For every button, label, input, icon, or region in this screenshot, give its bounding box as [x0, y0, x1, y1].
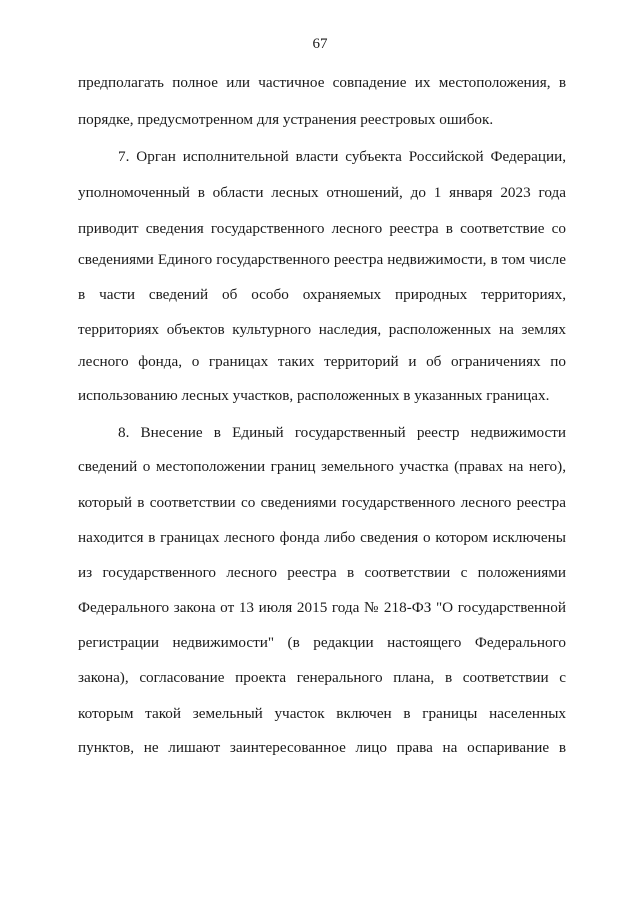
text-line: уполномоченный в области лесных отношений, до 1 января 2023 года	[78, 184, 566, 201]
paragraph-7-start: 7. Орган исполнительной власти субъекта Российской Федерации,	[118, 148, 566, 165]
text-line: регистрации недвижимости" (в редакции настоящего Федерального	[78, 634, 566, 651]
text-line: который в соответствии со сведениями государственного лесного реестра	[78, 494, 566, 511]
text-line: предполагать полное или частичное совпадение их местоположения, в	[78, 74, 566, 91]
text-line: закона), согласование проекта генерального плана, в соответствии с	[78, 669, 566, 686]
text-line: использованию лесных участков, расположенных в указанных границах.	[78, 387, 550, 404]
text-line: лесного фонда, о границах таких территорий и об ограничениях по	[78, 353, 566, 370]
text-line: сведений о местоположении границ земельного участка (правах на него),	[78, 458, 566, 475]
text-line: которым такой земельный участок включен в границы населенных	[78, 705, 566, 722]
text-line: порядке, предусмотренном для устранения реестровых ошибок.	[78, 111, 494, 128]
page-number: 67	[312, 36, 328, 52]
text-line: находится в границах лесного фонда либо сведения о котором исключены	[78, 529, 566, 546]
text-line: сведениями Единого государственного реестра недвижимости, в том числе	[78, 251, 566, 268]
text-line: пунктов, не лишают заинтересованное лицо права на оспаривание в	[78, 739, 566, 756]
text-line: из государственного лесного реестра в соответствии с положениями	[78, 564, 566, 581]
paragraph-8-start: 8. Внесение в Единый государственный реестр недвижимости	[118, 424, 566, 441]
text-line: Федерального закона от 13 июля 2015 года № 218-ФЗ "О государственной	[78, 599, 566, 616]
text-line: приводит сведения государственного лесного реестра в соответствие со	[78, 220, 566, 237]
text-line: территориях объектов культурного наследия, расположенных на землях	[78, 321, 566, 338]
text-line: в части сведений об особо охраняемых природных территориях,	[78, 286, 566, 303]
